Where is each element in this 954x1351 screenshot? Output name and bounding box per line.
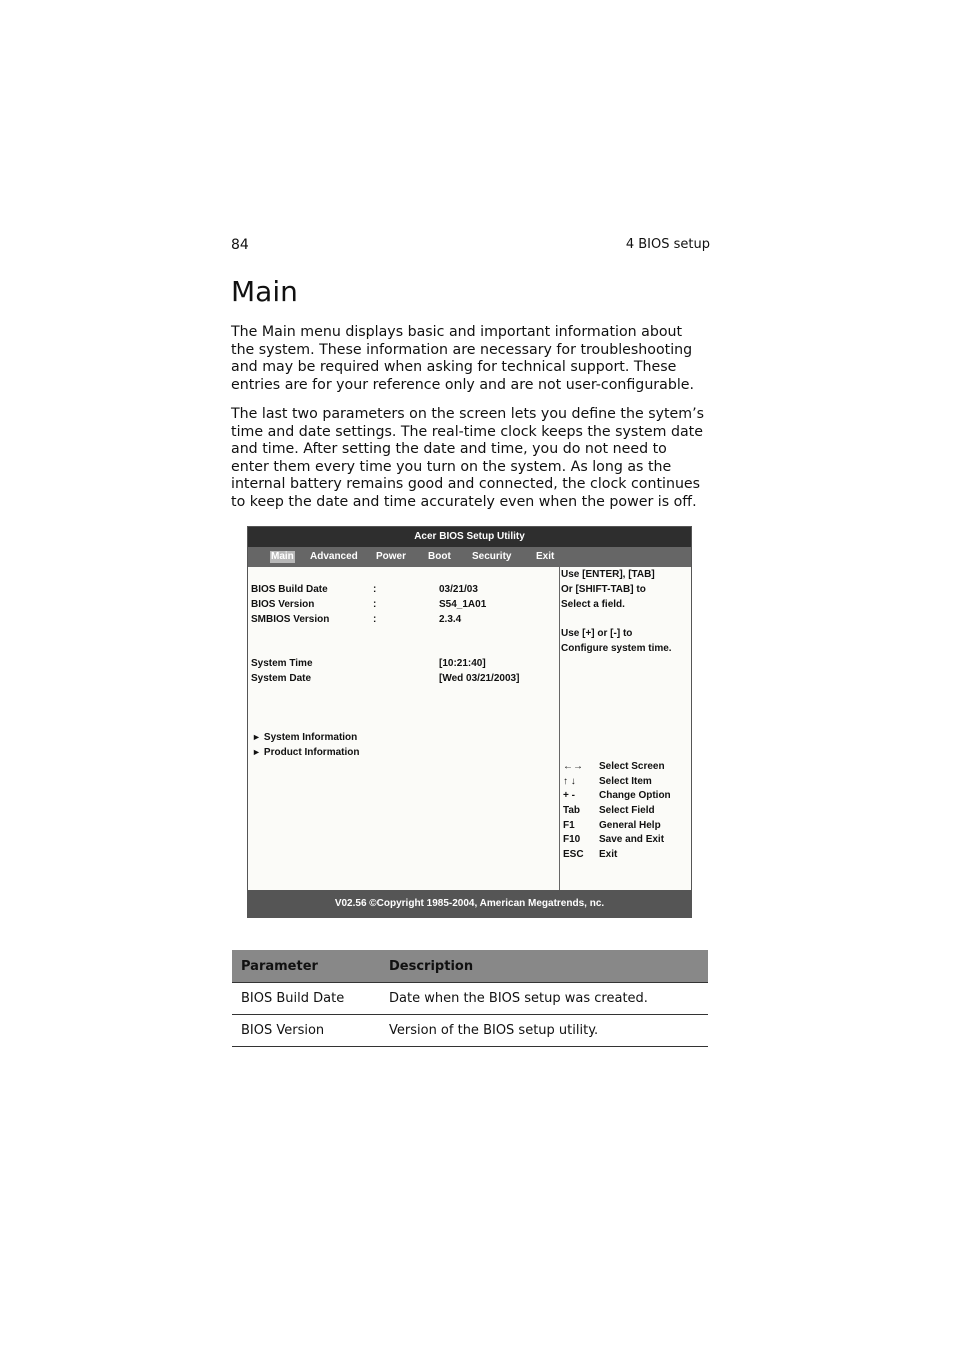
bios-row-colon: : bbox=[373, 599, 377, 610]
left-right-arrows-icon: ←→ bbox=[563, 761, 583, 772]
key-action: Select Field bbox=[599, 805, 655, 816]
help-text-line: Select a field. bbox=[561, 599, 625, 610]
key-action: Select Screen bbox=[599, 761, 665, 772]
page-number: 84 bbox=[231, 237, 249, 253]
time-date-paragraph: The last two parameters on the screen lets you define the sytem’s time and date settings. The real-time clock keeps the system date and time. After setting the date and time, you do not need to enter them every time you turn on the system. As long as the internal battery remains good and connected, the clock continues to keep the date and time accurately even when the power is off. bbox=[231, 406, 705, 510]
key-name: ESC bbox=[563, 849, 584, 860]
key-action: General Help bbox=[599, 820, 661, 831]
bios-menu-bar bbox=[248, 547, 691, 567]
parameter-cell: BIOS Version bbox=[232, 1015, 380, 1047]
help-text-line: Use [ENTER], [TAB] bbox=[561, 569, 655, 580]
bios-row-value: 03/21/03 bbox=[439, 584, 478, 595]
description-cell: Version of the BIOS setup utility. bbox=[380, 1015, 708, 1047]
key-action: Change Option bbox=[599, 790, 671, 801]
key-name: F1 bbox=[563, 820, 575, 831]
key-name: Tab bbox=[563, 805, 581, 816]
bios-row-value: 2.3.4 bbox=[439, 614, 462, 625]
menu-security: Security bbox=[472, 551, 512, 562]
menu-power: Power bbox=[376, 551, 407, 562]
description-cell: Date when the BIOS setup was created. bbox=[380, 983, 708, 1015]
submenu-product-information bbox=[252, 745, 359, 759]
key-action: Select Item bbox=[599, 776, 652, 787]
key-name: + - bbox=[563, 790, 575, 801]
table-row bbox=[232, 983, 708, 1015]
bios-row-colon: : bbox=[373, 584, 377, 595]
page-title: Main bbox=[231, 275, 298, 308]
triangle-right-icon: ► bbox=[252, 732, 261, 742]
help-text-line: Or [SHIFT-TAB] to bbox=[561, 584, 646, 595]
bios-row-label: System Date bbox=[251, 673, 312, 684]
submenu-label: System Information bbox=[263, 732, 358, 743]
parameter-table bbox=[232, 950, 708, 1047]
column-header-parameter: Parameter bbox=[232, 950, 380, 983]
help-text-line: Configure system time. bbox=[561, 643, 672, 654]
bios-row-label: SMBIOS Version bbox=[251, 614, 330, 625]
bios-row-label: BIOS Version bbox=[251, 599, 315, 610]
bios-row-value: S54_1A01 bbox=[439, 599, 487, 610]
column-header-description: Description bbox=[380, 950, 708, 983]
intro-paragraph: The Main menu displays basic and important information about the system. These information are necessary for troubleshooting and may be required when asking for technical support. These entries are for your reference only and are not user-configurable. bbox=[231, 324, 695, 393]
key-action: Save and Exit bbox=[599, 834, 665, 845]
system-date-value: [Wed 03/21/2003] bbox=[439, 673, 520, 684]
key-action: Exit bbox=[599, 849, 618, 860]
submenu-label: Product Information bbox=[263, 747, 360, 758]
menu-main: Main bbox=[271, 551, 294, 562]
menu-boot: Boot bbox=[428, 551, 451, 562]
key-name: F10 bbox=[563, 834, 581, 845]
bios-screenshot bbox=[247, 526, 692, 918]
parameter-cell: BIOS Build Date bbox=[232, 983, 380, 1015]
running-header: 4 BIOS setup bbox=[625, 237, 710, 252]
up-down-arrows-icon: ↑ ↓ bbox=[563, 776, 576, 787]
table-row bbox=[232, 1015, 708, 1047]
bios-panel-divider bbox=[559, 567, 560, 890]
triangle-right-icon: ► bbox=[252, 747, 261, 757]
table-header-row bbox=[232, 950, 708, 983]
menu-advanced: Advanced bbox=[310, 551, 358, 562]
submenu-system-information bbox=[252, 730, 357, 744]
bios-copyright-footer: V02.56 ©Copyright 1985-2004, American Megatrends, nc. bbox=[248, 890, 691, 917]
bios-row-label: BIOS Build Date bbox=[251, 584, 328, 595]
system-time-value: [10:21:40] bbox=[439, 658, 486, 669]
menu-exit: Exit bbox=[536, 551, 555, 562]
bios-title-bar: Acer BIOS Setup Utility bbox=[248, 527, 691, 547]
bios-row-colon: : bbox=[373, 614, 377, 625]
bios-row-label: System Time bbox=[251, 658, 313, 669]
help-text-line: Use [+] or [-] to bbox=[561, 628, 633, 639]
